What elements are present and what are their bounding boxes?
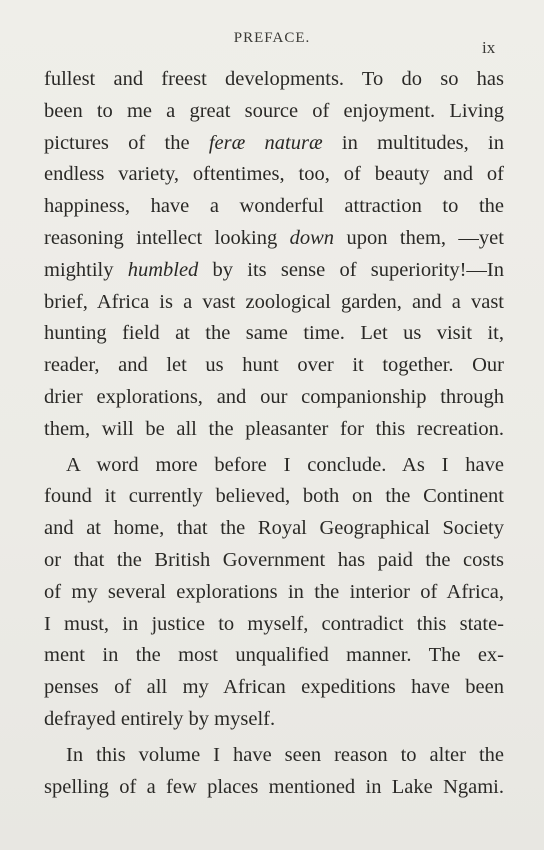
text-run: In this volume I have seen reason to alter the xyxy=(66,743,504,766)
text-line xyxy=(44,513,504,545)
text-line xyxy=(44,545,504,577)
text-line xyxy=(44,350,504,382)
text-run: hunting field at the same time. Let us visit it, xyxy=(44,322,504,345)
text-run: A word more before I conclude. As I have xyxy=(66,453,504,476)
italic-text: feræ naturæ xyxy=(208,131,323,154)
text-line xyxy=(44,382,504,414)
text-line xyxy=(44,96,504,128)
text-run: defrayed entirely by myself. xyxy=(44,707,276,730)
text-line xyxy=(44,287,504,319)
text-line xyxy=(44,128,504,160)
text-line xyxy=(44,64,504,96)
text-run: penses of all my African expeditions have been xyxy=(44,676,504,699)
text-line xyxy=(44,740,504,772)
text-line xyxy=(44,577,504,609)
paragraph xyxy=(44,740,504,804)
text-run: of my several explorations in the interior of Africa, xyxy=(44,580,504,603)
text-run: fullest and freest developments. To do so has xyxy=(44,68,504,90)
text-line xyxy=(44,672,504,704)
text-line xyxy=(44,191,504,223)
text-run: drier explorations, and our companionship through xyxy=(44,385,504,408)
italic-text: down xyxy=(289,226,335,249)
paragraph xyxy=(44,64,504,446)
paragraph xyxy=(44,450,504,736)
text-run: or that the British Government has paid the costs xyxy=(44,548,504,571)
text-line xyxy=(44,255,504,287)
text-line xyxy=(44,609,504,641)
body-text xyxy=(44,64,504,803)
text-run: I must, in justice to myself, contradict this state- xyxy=(44,612,504,635)
text-line xyxy=(44,640,504,672)
italic-text: humbled xyxy=(127,258,199,281)
text-run: pictures of the xyxy=(44,131,209,154)
text-run: and at home, that the Royal Geographical Society xyxy=(44,517,504,540)
text-line xyxy=(44,318,504,350)
page-number: ix xyxy=(482,38,496,57)
text-run: in multitudes, in xyxy=(322,131,504,154)
text-run: ment in the most unqualified manner. The ex- xyxy=(44,644,504,667)
text-run: reasoning intellect looking xyxy=(44,226,290,249)
text-line xyxy=(44,704,504,736)
text-run: them, will be all the pleasanter for this recreation. xyxy=(44,417,504,440)
running-title: PREFACE. xyxy=(233,30,311,46)
text-run: found it currently believed, both on the Continent xyxy=(44,485,504,508)
text-run: been to me a great source of enjoyment. Living xyxy=(44,99,504,122)
text-run: happiness, have a wonderful attraction to the xyxy=(44,195,504,218)
text-run: reader, and let us hunt over it together. Our xyxy=(44,354,504,377)
text-line xyxy=(44,450,504,482)
text-line xyxy=(44,772,504,804)
text-run: endless variety, oftentimes, too, of beauty and of xyxy=(44,163,504,186)
text-run: mightily xyxy=(44,258,128,281)
text-run: brief, Africa is a vast zoological garden, and a vast xyxy=(44,290,504,313)
text-run: by its sense of superiority!—In xyxy=(198,258,504,281)
text-run: upon them, —yet xyxy=(334,226,504,249)
text-line xyxy=(44,159,504,191)
text-line xyxy=(44,481,504,513)
text-line xyxy=(44,414,504,446)
text-line xyxy=(44,223,504,255)
text-run: spelling of a few places mentioned in Lake Ngami. xyxy=(44,775,504,798)
